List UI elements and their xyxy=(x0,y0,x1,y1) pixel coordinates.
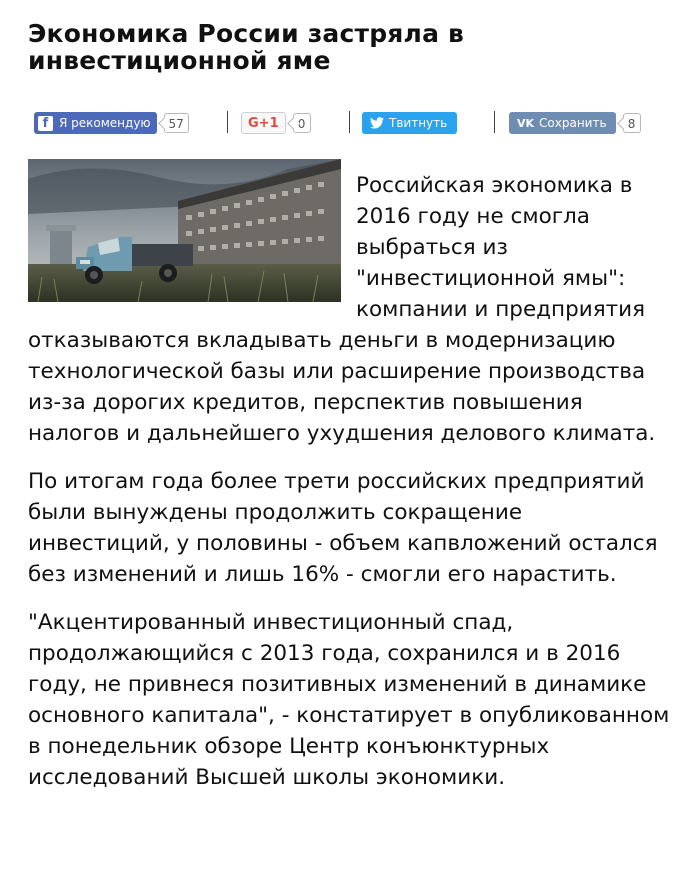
article-paragraph: Российская экономика в 2016 году не смогла выбраться из "инвестиционной ямы": компании и предприятия отказываются вкладывать деньги в модернизацию технологической базы или расширение производства из-за дорогих кредитов, перспектив повышения налогов и дальнейшего ухудшения делового климата. xyxy=(28,173,656,446)
tweet-button[interactable] xyxy=(362,112,457,134)
facebook-recommend-label: Я рекомендую xyxy=(59,116,151,130)
share-divider xyxy=(494,111,495,133)
article-title: Экономика России застряла в инвестиционной яме xyxy=(28,19,465,75)
vk-share xyxy=(509,111,641,135)
share-bar xyxy=(28,111,668,137)
tweet-label: Твитнуть xyxy=(389,116,448,130)
facebook-share-count: 57 xyxy=(164,113,189,133)
google-plus-count: 0 xyxy=(293,113,311,133)
article-paragraph: По итогам года более трети российских предприятий были вынуждены продолжить сокращение инвестиций, у половины - объем капвложений остался без изменений и лишь 16% - смогли его нарастить. xyxy=(28,469,658,587)
share-divider xyxy=(227,111,228,133)
vk-save-button[interactable] xyxy=(509,112,616,134)
google-share xyxy=(241,111,311,135)
twitter-share xyxy=(362,111,457,135)
vk-icon: VK xyxy=(517,116,535,130)
twitter-bird-icon xyxy=(370,117,384,129)
google-plus-button[interactable]: G+1 xyxy=(241,112,286,134)
article-paragraph: "Акцентированный инвестиционный спад, продолжающийся с 2013 года, сохранился и в 2016 году, не привнеся позитивных изменений в динамике основного капитала", - констатирует в опубликованном в понедельник обзоре Центр конъюнктурных исследований Высшей школы экономики. xyxy=(28,610,670,790)
facebook-share xyxy=(34,111,189,135)
share-divider xyxy=(349,111,350,133)
vk-share-count: 8 xyxy=(623,113,641,133)
facebook-recommend-button[interactable] xyxy=(34,112,157,134)
article-body xyxy=(28,170,670,810)
image-float-spacer xyxy=(28,170,356,320)
vk-save-label: Сохранить xyxy=(539,116,607,130)
facebook-icon: f xyxy=(38,116,53,131)
